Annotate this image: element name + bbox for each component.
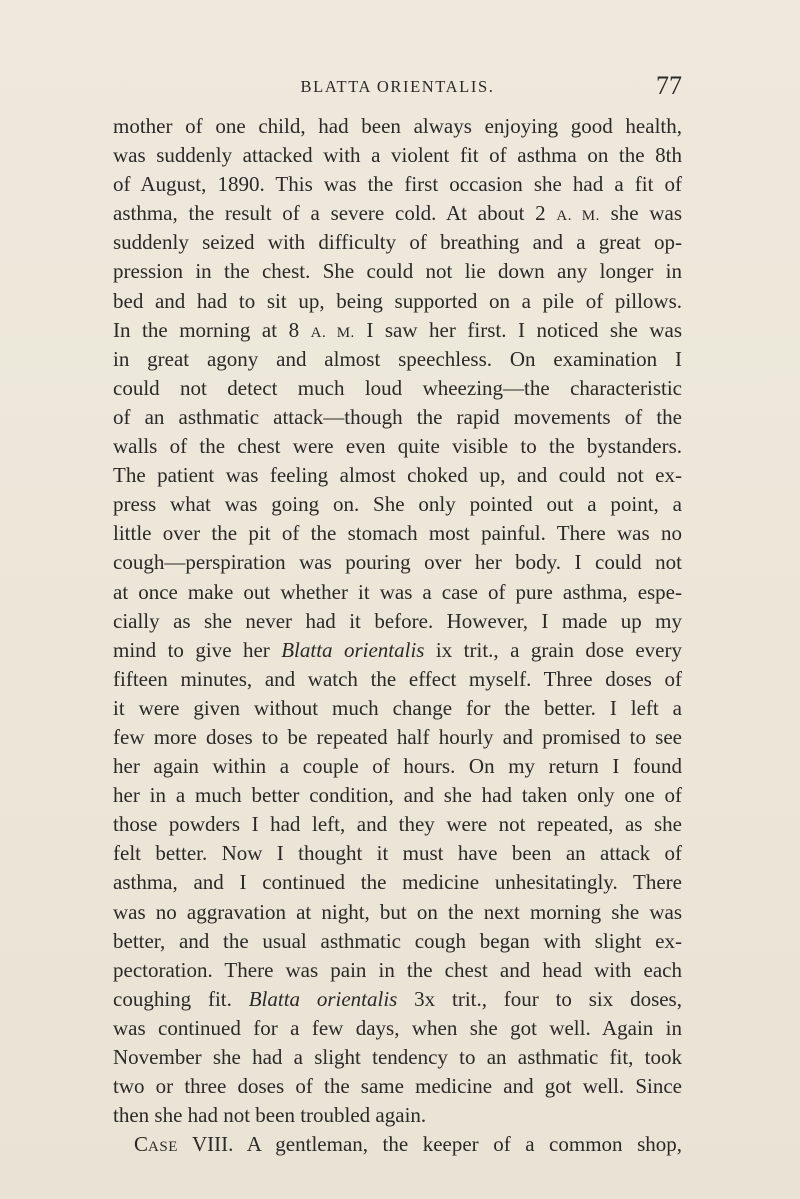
text-line: mother of one child, had been always enjoying good health, [113,114,682,138]
text-line: few more doses to be repeated half hourly and promised to see [113,724,682,749]
text-line: cially as she never had it before. However, I made up my [113,608,682,633]
small-caps-text: A. M. [310,324,355,341]
text-line [113,316,682,345]
text-line: felt better. Now I thought it must have been an attack of [113,841,682,866]
text-line: bed and had to sit up, being supported on a pile of pillows. [113,288,682,313]
text-line: press what was going on. She only pointed out a point, a [113,492,682,517]
text-segment: VIII. A gentleman, the keeper of a common shop, [177,1132,682,1157]
running-head: BLATTA ORIENTALIS. [300,77,495,96]
text-line: was continued for a few days, when she got well. Again in [113,1015,682,1040]
text-segment: mind to give her [113,637,282,662]
small-caps-text: A. M. [556,208,600,225]
text-segment: In the morning at 8 [113,317,311,342]
text-segment: asthma, the result of a severe cold. At about 2 [113,201,557,226]
text-segment: coughing fit. [113,986,249,1011]
italic-term: Blatta orientalis [248,986,398,1011]
text-line: pression in the chest. She could not lie down any longer in [113,259,682,284]
text-line [113,1130,682,1159]
text-line: it were given without much change for the better. I left a [113,695,682,720]
text-line: her in a much better condition, and she had taken only one of [113,783,682,808]
text-line: then she had not been troubled again. [113,1103,427,1128]
text-line: better, and the usual asthmatic cough began with slight ex- [113,928,682,953]
text-line [113,636,682,665]
page-header [113,71,682,106]
text-line: walls of the chest were even quite visible to the bystanders. [113,434,682,459]
text-line: of an asthmatic attack—though the rapid movements of the [113,404,682,429]
text-line: cough—perspiration was pouring over her body. I could not [113,550,682,575]
text-segment: she was [599,201,683,226]
text-line: in great agony and almost speechless. On examination I [113,346,682,371]
text-line: at once make out whether it was a case of pure asthma, espe- [113,579,682,604]
body-text [113,112,682,1159]
text-segment: ix trit., a grain dose every [424,637,682,662]
text-line: The patient was feeling almost choked up, and could not ex- [113,463,682,488]
case-initial: C [134,1132,149,1157]
text-line: her again within a couple of hours. On my return I found [113,754,682,779]
text-line [113,199,682,228]
page-number: 77 [656,71,682,100]
text-line: asthma, and I continued the medicine unhesitatingly. There [113,870,682,895]
text-line: was no aggravation at night, but on the next morning she was [113,899,682,924]
italic-term: Blatta orientalis [281,637,425,662]
text-line: November she had a slight tendency to an asthmatic fit, took [113,1045,682,1069]
case-smallcaps: ASE [148,1139,178,1156]
text-line: was suddenly attacked with a violent fit of asthma on the 8th [113,143,682,168]
text-segment: I saw her first. I noticed she was [354,317,683,342]
text-line: two or three doses of the same medicine and got well. Since [113,1074,682,1099]
text-line [113,985,682,1014]
text-line: of August, 1890. This was the first occasion she had a fit of [113,172,682,197]
text-line: those powders I had left, and they were not repeated, as she [113,812,682,837]
text-line: could not detect much loud wheezing—the characteristic [113,375,682,400]
text-line: fifteen minutes, and watch the effect myself. Three doses of [113,666,682,691]
text-line: suddenly seized with difficulty of breathing and a great op- [113,230,682,255]
text-line: little over the pit of the stomach most painful. There was no [113,521,682,546]
text-segment: 3x trit., four to six doses, [397,986,682,1011]
text-line: pectoration. There was pain in the chest and head with each [113,957,682,982]
